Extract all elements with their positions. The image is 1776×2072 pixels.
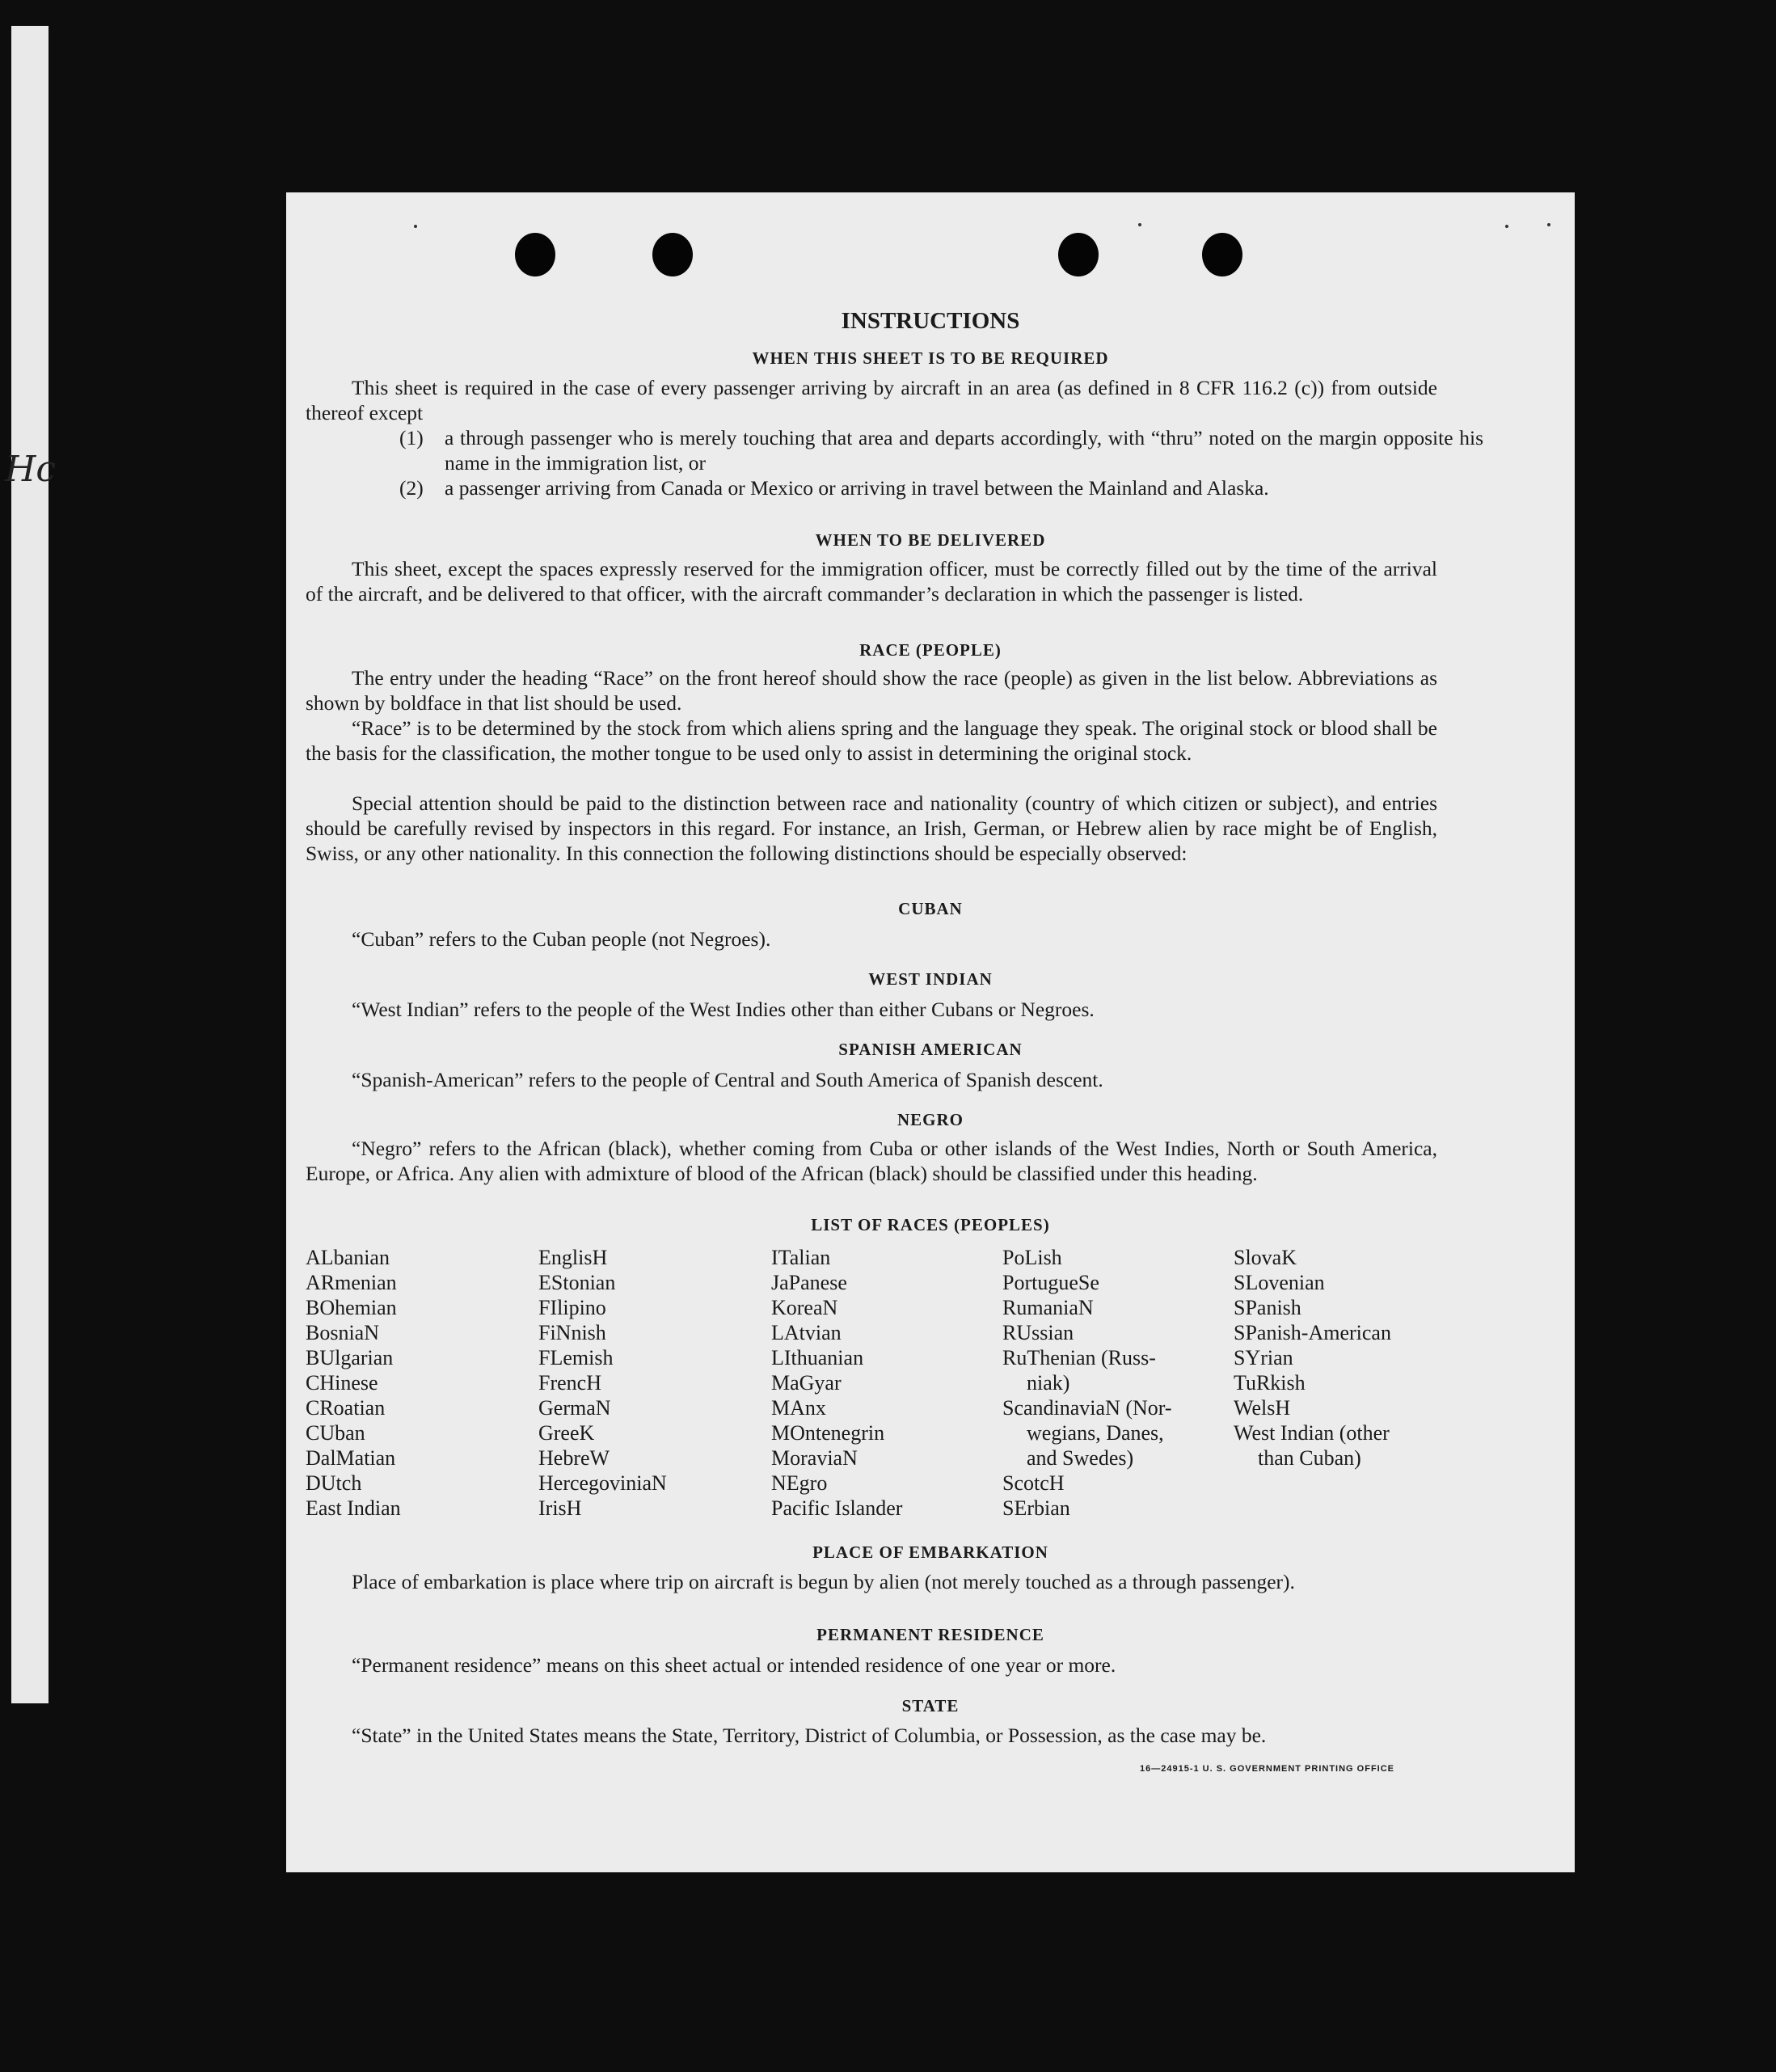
paragraph-delivered: This sheet, except the spaces expressly reserved for the immigration officer, must be correctly filled out by the time of the arrival of the aircraft, and be delivered to that officer, with the aircraft commander’s declaration in which the passenger is listed.: [306, 557, 1437, 606]
races-column-3: ITalian JaPanese KoreaN LAtvian LIthuanian MaGyar MAnx MOntenegrin MoraviaN NEgro Pacific Islander: [771, 1246, 903, 1520]
section-heading-state: STATE: [901, 1696, 960, 1715]
printing-office-code: 16—24915-1 U. S. GOVERNMENT PRINTING OFFICE: [1140, 1764, 1395, 1774]
paragraph-residence: “Permanent residence” means on this sheet actual or intended residence of one year or more.: [352, 1653, 1116, 1677]
paragraph-embarkation: Place of embarkation is place where trip on aircraft is begun by alien (not merely touched as a through passenger).: [352, 1570, 1295, 1593]
paragraph-negro: “Negro” refers to the African (black), whether coming from Cuba or other islands of the West Indies, North or South America, Europe, or Africa. Any alien with admixture of blood of the African (black) should be classified under this heading.: [306, 1137, 1437, 1185]
section-heading-delivered: WHEN TO BE DELIVERED: [815, 530, 1046, 550]
list-item-2: (2) a passenger arriving from Canada or Mexico or arriving in travel between the Mainland and Alaska.: [399, 476, 1269, 500]
paragraph-spanish-american: “Spanish-American” refers to the people of Central and South America of Spanish descent.: [352, 1068, 1103, 1091]
section-heading-embarkation: PLACE OF EMBARKATION: [812, 1542, 1048, 1562]
paragraph-race-3: Special attention should be paid to the distinction between race and nationality (country of which citizen or subject), and entries should be carefully revised by inspectors in this regard. For instance, an Irish, German, or Hebrew alien by race might be of English, Swiss, or any other nationality. In this connection the following distinctions should be especially observed:: [306, 791, 1437, 865]
section-heading-race: RACE (PEOPLE): [859, 640, 1002, 660]
punch-hole-1: [515, 233, 555, 276]
paragraph-state: “State” in the United States means the State, Territory, District of Columbia, or Possession, as the case may be.: [352, 1724, 1267, 1747]
paragraph-race-1: The entry under the heading “Race” on the front hereof should show the race (people) as given in the list below. Abbreviations as shown by boldface in that list should be used.: [306, 666, 1437, 715]
section-heading-residence: PERMANENT RESIDENCE: [816, 1625, 1044, 1644]
paragraph-required: This sheet is required in the case of every passenger arriving by aircraft in an area (as defined in 8 CFR 116.2 (c)) from outside thereof except: [306, 376, 1437, 424]
punch-hole-2: [652, 233, 693, 276]
races-column-1: ALbanian ARmenian BOhemian BosniaN BUlgarian CHinese CRoatian CUban DalMatian DUtch East Indian: [306, 1246, 401, 1520]
section-heading-west-indian: WEST INDIAN: [868, 969, 993, 989]
section-heading-spanish-american: SPANISH AMERICAN: [838, 1040, 1023, 1059]
punch-hole-4: [1202, 233, 1242, 276]
section-heading-list-of-races: LIST OF RACES (PEOPLES): [811, 1215, 1050, 1234]
page-title: INSTRUCTIONS: [841, 308, 1020, 334]
races-column-5: SlovaK SLovenian SPanish SPanish-American SYrian TuRkish WelsH West Indian (other than Cuban): [1234, 1246, 1391, 1470]
instruction-sheet: [286, 192, 1575, 1872]
punch-hole-3: [1058, 233, 1099, 276]
section-heading-cuban: CUBAN: [898, 899, 963, 918]
section-heading-negro: NEGRO: [896, 1110, 964, 1129]
paragraph-race-2: “Race” is to be determined by the stock from which aliens spring and the language they speak. The original stock or blood shall be the basis for the classification, the mother tongue to be used only to assist in determining the original stock.: [306, 716, 1437, 765]
margin-handwriting: Hc: [5, 449, 57, 490]
section-heading-required: WHEN THIS SHEET IS TO BE REQUIRED: [752, 348, 1109, 368]
races-column-2: EnglisH EStonian FIlipino FiNnish FLemish FrencH GermaN GreeK HebreW HercegoviniaN IrisH: [538, 1246, 667, 1520]
paragraph-west-indian: “West Indian” refers to the people of the West Indies other than either Cubans or Negroes.: [352, 998, 1095, 1021]
list-item-1: (1) a through passenger who is merely touching that area and departs accordingly, with “thru” noted on the margin opposite his name in the immigration list, or: [399, 426, 1483, 475]
film-strip-edge: [11, 26, 49, 1703]
paragraph-cuban: “Cuban” refers to the Cuban people (not Negroes).: [352, 927, 771, 951]
races-column-4: PoLish PortugueSe RumaniaN RUssian RuThenian (Russ- niak) ScandinaviaN (Nor- wegians, Danes, and Swedes) ScotcH SErbian: [1002, 1246, 1172, 1520]
